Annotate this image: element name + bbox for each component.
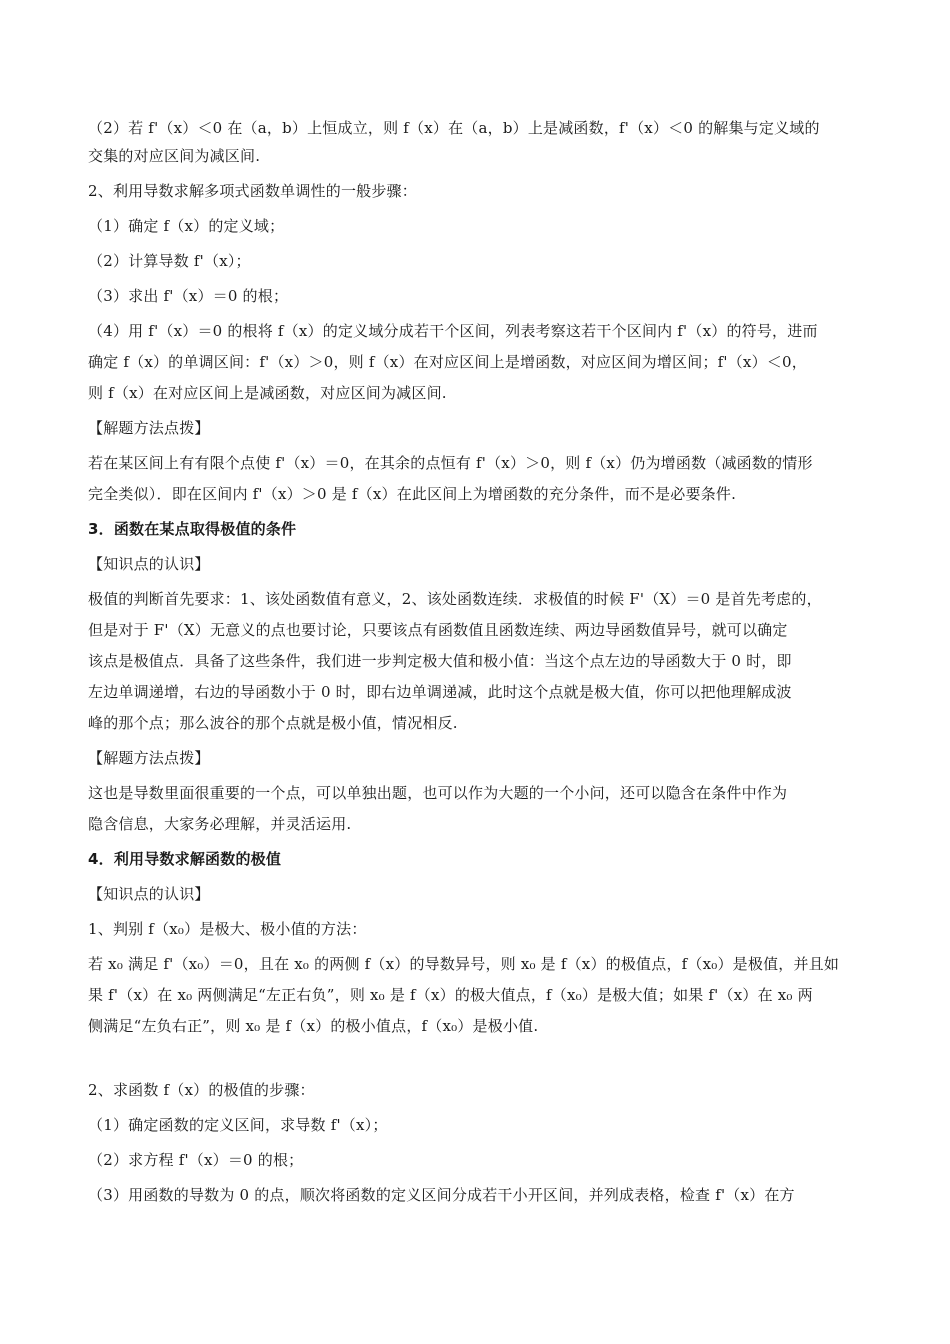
text-line: （4）用 f'（x）＝0 的根将 f（x）的定义域分成若干个区间，列表考察这若干个区间内 f'（x）的符号，进而 bbox=[88, 322, 818, 340]
text-line: 极值的判断首先要求：1、该处函数值有意义，2、该处函数连续．求极值的时候 F'（X）＝0 是首先考虑的， bbox=[88, 590, 822, 608]
text-line: 若 x₀ 满足 f'（x₀）＝0，且在 x₀ 的两侧 f（x）的导数异号，则 x₀ 是 f（x）的极值点，f（x₀）是极值，并且如 bbox=[88, 955, 840, 973]
text-line: （3）用函数的导数为 0 的点，顺次将函数的定义区间分成若干小开区间，并列成表格，检查 f'（x）在方 bbox=[88, 1186, 795, 1204]
text-line: 左边单调递增，右边的导函数小于 0 时，即右边单调递减，此时这个点就是极大值，你可以把他理解成波 bbox=[88, 683, 792, 701]
section-heading: 4．利用导数求解函数的极值 bbox=[88, 850, 282, 868]
text-line: 2、求函数 f（x）的极值的步骤： bbox=[88, 1081, 315, 1099]
text-line: 1、判别 f（x₀）是极大、极小值的方法： bbox=[88, 920, 367, 938]
text-line: 完全类似）．即在区间内 f'（x）＞0 是 f（x）在此区间上为增函数的充分条件，而不是必要条件. bbox=[88, 485, 737, 503]
text-line: 该点是极值点．具备了这些条件，我们进一步判定极大值和极小值：当这个点左边的导函数大于 0 时，即 bbox=[88, 652, 792, 670]
text-line: 确定 f（x）的单调区间：f'（x）＞0，则 f（x）在对应区间上是增函数，对应区间为增区间；f'（x）＜0， bbox=[88, 353, 807, 371]
text-line: （2）求方程 f'（x）＝0 的根； bbox=[88, 1151, 304, 1169]
text-line: 若在某区间上有有限个点使 f'（x）＝0，在其余的点恒有 f'（x）＞0，则 f（x）仍为增函数（减函数的情形 bbox=[88, 454, 813, 472]
text-line: 隐含信息，大家务必理解，并灵活运用. bbox=[88, 815, 352, 833]
text-line: （3）求出 f'（x）＝0 的根； bbox=[88, 287, 289, 305]
text-line: （2）若 f'（x）＜0 在（a，b）上恒成立，则 f（x）在（a，b）上是减函数，f'（x）＜0 的解集与定义域的 bbox=[88, 119, 820, 137]
text-line: （2）计算导数 f'（x）； bbox=[88, 252, 251, 270]
section-heading: 3．函数在某点取得极值的条件 bbox=[88, 520, 297, 538]
text-line: 这也是导数里面很重要的一个点，可以单独出题，也可以作为大题的一个小问，还可以隐含在条件中作为 bbox=[88, 784, 788, 802]
text-line: （1）确定函数的定义区间，求导数 f'（x）； bbox=[88, 1116, 388, 1134]
text-line: 但是对于 F'（X）无意义的点也要讨论，只要该点有函数值且函数连续、两边导函数值异号，就可以确定 bbox=[88, 621, 788, 639]
text-line: 峰的那个点；那么波谷的那个点就是极小值，情况相反. bbox=[88, 714, 458, 732]
text-line: 【解题方法点拨】 bbox=[88, 419, 210, 437]
text-line: 果 f'（x）在 x₀ 两侧满足“左正右负”，则 x₀ 是 f（x）的极大值点，f（x₀）是极大值；如果 f'（x）在 x₀ 两 bbox=[88, 986, 813, 1004]
text-line: 则 f（x）在对应区间上是减函数，对应区间为减区间. bbox=[88, 384, 447, 402]
text-line: 【解题方法点拨】 bbox=[88, 749, 210, 767]
text-line: 【知识点的认识】 bbox=[88, 555, 210, 573]
text-line: （1）确定 f（x）的定义域； bbox=[88, 217, 285, 235]
text-line: 【知识点的认识】 bbox=[88, 885, 210, 903]
text-line: 交集的对应区间为减区间. bbox=[88, 147, 261, 165]
text-line: 2、利用导数求解多项式函数单调性的一般步骤： bbox=[88, 182, 417, 200]
text-line: 侧满足“左负右正”，则 x₀ 是 f（x）的极小值点，f（x₀）是极小值. bbox=[88, 1017, 539, 1035]
